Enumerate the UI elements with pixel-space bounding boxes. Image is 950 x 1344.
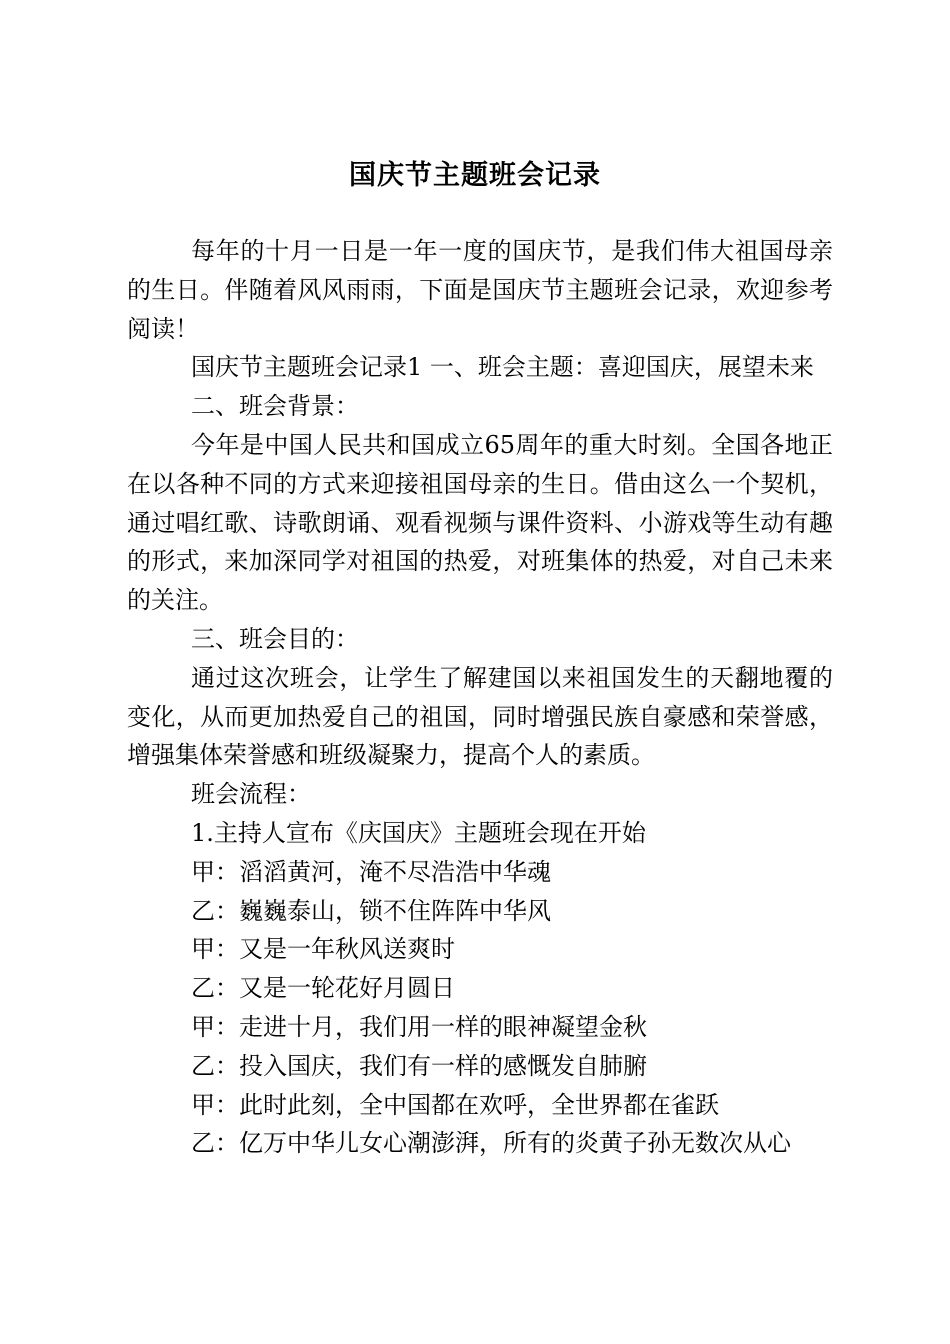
dialogue-line: 甲：此时此刻，全中国都在欢呼，全世界都在雀跃	[191, 1090, 719, 1119]
record-heading-paragraph: 国庆节主题班会记录1 一、班会主题：喜迎国庆，展望未来	[191, 353, 814, 382]
dialogue-line: 甲：滔滔黄河，淹不尽浩浩中华魂	[191, 857, 551, 886]
document-title: 国庆节主题班会记录	[349, 160, 601, 191]
document-body	[127, 232, 833, 1163]
dialogue-line: 乙：投入国庆，我们有一样的感慨发自肺腑	[191, 1051, 647, 1080]
dialogue-line: 甲：又是一年秋风送爽时	[191, 935, 455, 964]
process-heading: 班会流程：	[191, 780, 311, 809]
background-paragraph: 今年是中国人民共和国成立65周年的重大时刻。全国各地正在以各种不同的方式来迎接祖国母亲的生日。借由这么一个契机，通过唱红歌、诗歌朗诵、观看视频与课件资料、小游戏等生动有趣的形式，来加深同学对祖国的热爱，对班集体的热爱，对自己未来的关注。	[127, 430, 833, 615]
dialogue-line: 乙：巍巍泰山，锁不住阵阵中华风	[191, 896, 551, 925]
purpose-paragraph: 通过这次班会，让学生了解建国以来祖国发生的天翻地覆的变化，从而更加热爱自己的祖国，同时增强民族自豪感和荣誉感，增强集体荣誉感和班级凝聚力，提高个人的素质。	[127, 663, 833, 770]
dialogue-line: 乙：亿万中华儿女心潮澎湃，所有的炎黄子孙无数次从心	[191, 1129, 791, 1158]
dialogue-line: 乙：又是一轮花好月圆日	[191, 974, 455, 1003]
process-step-1: 1.主持人宣布《庆国庆》主题班会现在开始	[191, 818, 646, 847]
background-heading: 二、班会背景：	[191, 392, 359, 421]
purpose-heading: 三、班会目的：	[191, 624, 359, 653]
dialogue-line: 甲：走进十月，我们用一样的眼神凝望金秋	[191, 1012, 647, 1041]
intro-paragraph: 每年的十月一日是一年一度的国庆节，是我们伟大祖国母亲的生日。伴随着风风雨雨，下面是国庆节主题班会记录，欢迎参考阅读！	[127, 237, 833, 343]
